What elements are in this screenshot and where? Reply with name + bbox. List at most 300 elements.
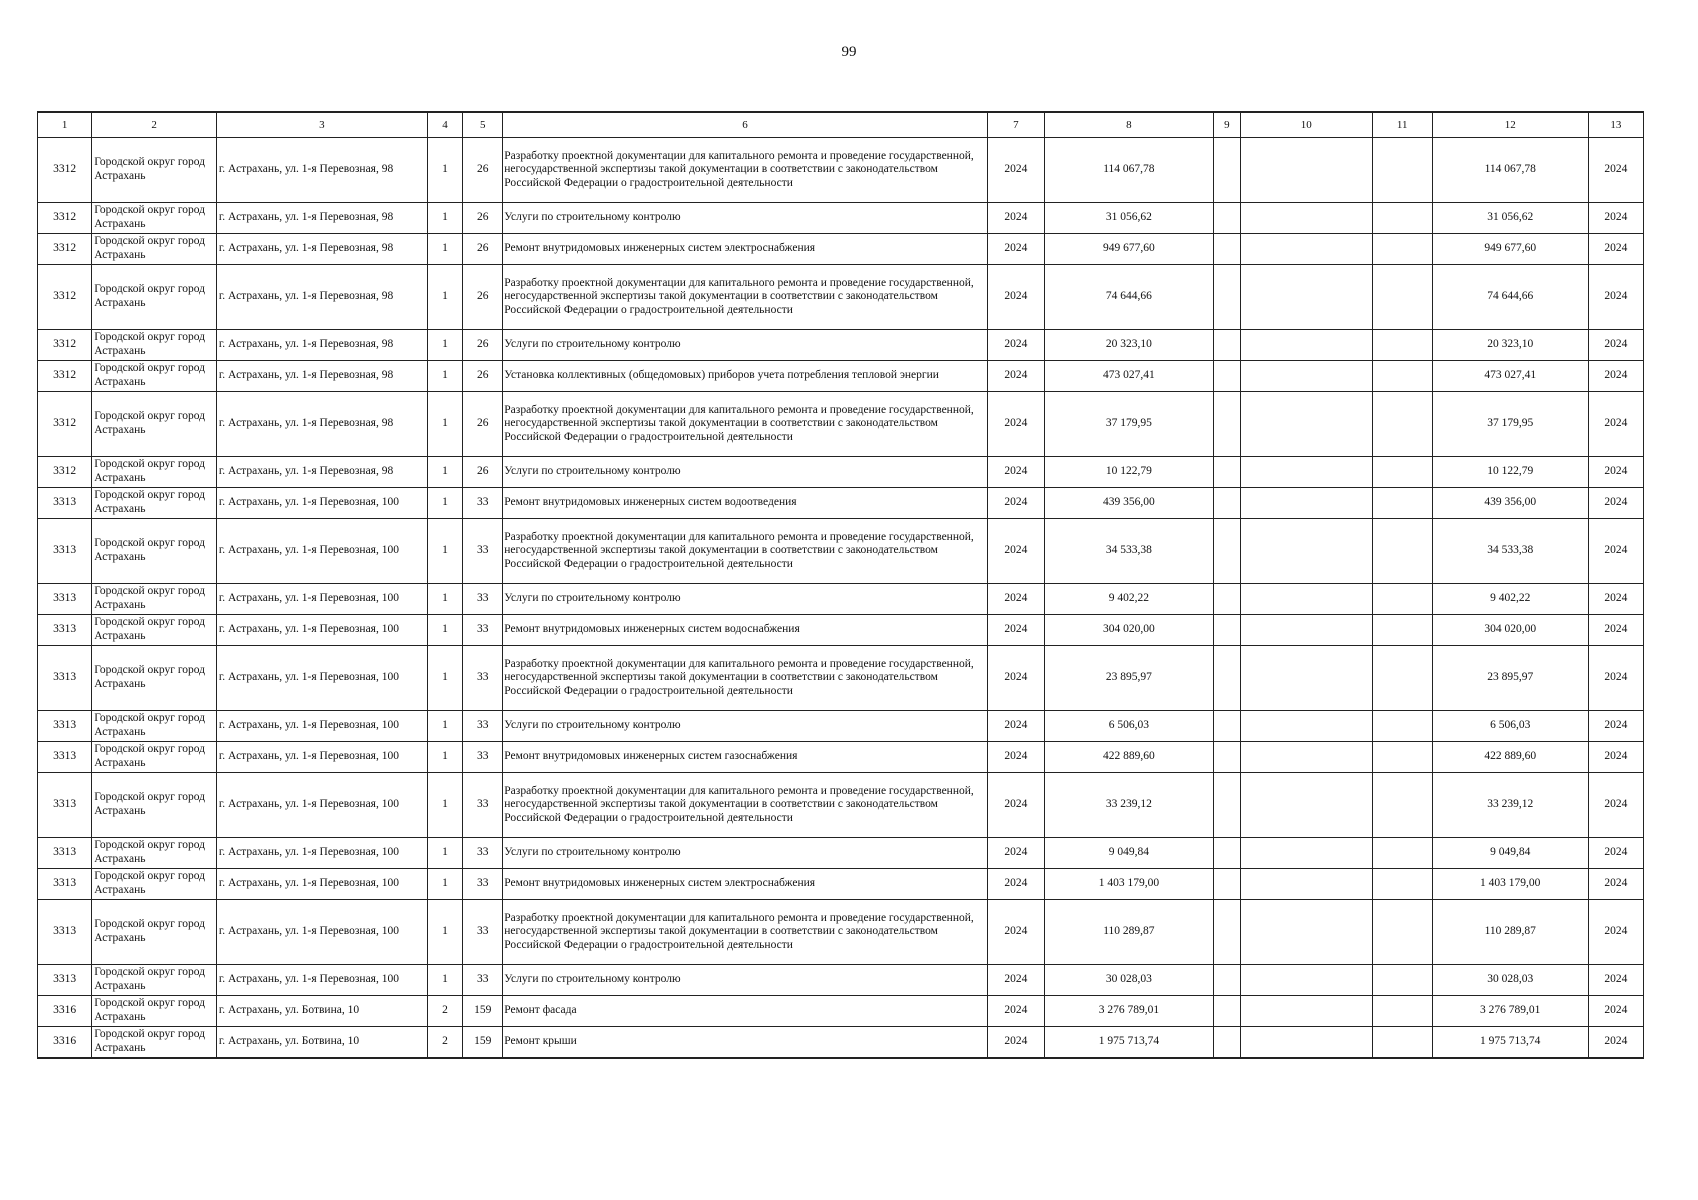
repair-register-table-wrap — [37, 111, 1644, 1059]
col12-cost-cell: 439 356,00 — [1432, 488, 1588, 519]
col5-cell: 33 — [463, 711, 503, 742]
col13-year-cell: 2024 — [1588, 203, 1643, 234]
col11-cell — [1372, 742, 1432, 773]
municipality-cell: Городской округ город Астрахань — [92, 361, 217, 392]
table-row — [38, 330, 1644, 361]
col13-year-cell: 2024 — [1588, 965, 1643, 996]
col9-cell — [1213, 965, 1240, 996]
col13-year-cell: 2024 — [1588, 711, 1643, 742]
year-cell: 2024 — [987, 773, 1044, 838]
col11-cell — [1372, 869, 1432, 900]
total-cost-cell: 439 356,00 — [1044, 488, 1213, 519]
col11-cell — [1372, 773, 1432, 838]
col4-cell: 1 — [427, 711, 462, 742]
row-number-cell: 3312 — [38, 265, 92, 330]
year-cell: 2024 — [987, 488, 1044, 519]
total-cost-cell: 1 975 713,74 — [1044, 1027, 1213, 1059]
total-cost-cell: 114 067,78 — [1044, 138, 1213, 203]
year-cell: 2024 — [987, 361, 1044, 392]
address-cell: г. Астрахань, ул. Ботвина, 10 — [216, 1027, 427, 1059]
col11-cell — [1372, 615, 1432, 646]
col13-year-cell: 2024 — [1588, 519, 1643, 584]
col11-cell — [1372, 838, 1432, 869]
table-row — [38, 519, 1644, 584]
municipality-cell: Городской округ город Астрахань — [92, 203, 217, 234]
row-number-cell: 3312 — [38, 203, 92, 234]
col5-cell: 33 — [463, 773, 503, 838]
col10-cell — [1240, 234, 1372, 265]
work-type-cell: Разработку проектной документации для капитального ремонта и проведение государственной, негосударственной экспертизы такой документации в соответствии с законодательством Российской Федерации о градостроительной деятельности — [503, 392, 987, 457]
municipality-cell: Городской округ город Астрахань — [92, 584, 217, 615]
col9-cell — [1213, 330, 1240, 361]
year-cell: 2024 — [987, 869, 1044, 900]
col11-cell — [1372, 457, 1432, 488]
address-cell: г. Астрахань, ул. Ботвина, 10 — [216, 996, 427, 1027]
row-number-cell: 3313 — [38, 584, 92, 615]
municipality-cell: Городской округ город Астрахань — [92, 711, 217, 742]
work-type-cell: Услуги по строительному контролю — [503, 838, 987, 869]
col5-cell: 26 — [463, 265, 503, 330]
col10-cell — [1240, 711, 1372, 742]
municipality-cell: Городской округ город Астрахань — [92, 234, 217, 265]
col13-year-cell: 2024 — [1588, 838, 1643, 869]
col4-cell: 1 — [427, 457, 462, 488]
total-cost-cell: 9 049,84 — [1044, 838, 1213, 869]
municipality-cell: Городской округ город Астрахань — [92, 392, 217, 457]
address-cell: г. Астрахань, ул. 1-я Перевозная, 100 — [216, 965, 427, 996]
work-type-cell: Разработку проектной документации для капитального ремонта и проведение государственной, негосударственной экспертизы такой документации в соответствии с законодательством Российской Федерации о градостроительной деятельности — [503, 900, 987, 965]
municipality-cell: Городской округ город Астрахань — [92, 965, 217, 996]
column-header: 11 — [1372, 112, 1432, 138]
col4-cell: 1 — [427, 773, 462, 838]
col4-cell: 1 — [427, 361, 462, 392]
row-number-cell: 3312 — [38, 330, 92, 361]
year-cell: 2024 — [987, 838, 1044, 869]
col5-cell: 26 — [463, 457, 503, 488]
table-row — [38, 584, 1644, 615]
col5-cell: 26 — [463, 234, 503, 265]
row-number-cell: 3313 — [38, 742, 92, 773]
work-type-cell: Ремонт внутридомовых инженерных систем водоснабжения — [503, 615, 987, 646]
col11-cell — [1372, 965, 1432, 996]
col10-cell — [1240, 203, 1372, 234]
row-number-cell: 3313 — [38, 838, 92, 869]
col10-cell — [1240, 965, 1372, 996]
address-cell: г. Астрахань, ул. 1-я Перевозная, 100 — [216, 711, 427, 742]
total-cost-cell: 37 179,95 — [1044, 392, 1213, 457]
col12-cost-cell: 30 028,03 — [1432, 965, 1588, 996]
table-row — [38, 203, 1644, 234]
col13-year-cell: 2024 — [1588, 615, 1643, 646]
col13-year-cell: 2024 — [1588, 234, 1643, 265]
col9-cell — [1213, 900, 1240, 965]
col12-cost-cell: 1 403 179,00 — [1432, 869, 1588, 900]
row-number-cell: 3313 — [38, 519, 92, 584]
col12-cost-cell: 6 506,03 — [1432, 711, 1588, 742]
municipality-cell: Городской округ город Астрахань — [92, 996, 217, 1027]
col11-cell — [1372, 900, 1432, 965]
col5-cell: 26 — [463, 392, 503, 457]
address-cell: г. Астрахань, ул. 1-я Перевозная, 98 — [216, 265, 427, 330]
col10-cell — [1240, 646, 1372, 711]
col9-cell — [1213, 742, 1240, 773]
col13-year-cell: 2024 — [1588, 488, 1643, 519]
col12-cost-cell: 33 239,12 — [1432, 773, 1588, 838]
column-header: 2 — [92, 112, 217, 138]
work-type-cell: Ремонт внутридомовых инженерных систем электроснабжения — [503, 234, 987, 265]
col12-cost-cell: 949 677,60 — [1432, 234, 1588, 265]
col10-cell — [1240, 996, 1372, 1027]
col12-cost-cell: 304 020,00 — [1432, 615, 1588, 646]
col4-cell: 1 — [427, 392, 462, 457]
address-cell: г. Астрахань, ул. 1-я Перевозная, 100 — [216, 646, 427, 711]
column-header: 1 — [38, 112, 92, 138]
row-number-cell: 3313 — [38, 965, 92, 996]
col13-year-cell: 2024 — [1588, 584, 1643, 615]
col9-cell — [1213, 1027, 1240, 1059]
col4-cell: 1 — [427, 742, 462, 773]
col4-cell: 1 — [427, 203, 462, 234]
work-type-cell: Услуги по строительному контролю — [503, 584, 987, 615]
col12-cost-cell: 9 049,84 — [1432, 838, 1588, 869]
col12-cost-cell: 31 056,62 — [1432, 203, 1588, 234]
col4-cell: 1 — [427, 234, 462, 265]
address-cell: г. Астрахань, ул. 1-я Перевозная, 100 — [216, 742, 427, 773]
address-cell: г. Астрахань, ул. 1-я Перевозная, 100 — [216, 488, 427, 519]
address-cell: г. Астрахань, ул. 1-я Перевозная, 98 — [216, 361, 427, 392]
column-header: 3 — [216, 112, 427, 138]
table-row — [38, 234, 1644, 265]
col10-cell — [1240, 519, 1372, 584]
col9-cell — [1213, 773, 1240, 838]
municipality-cell: Городской округ город Астрахань — [92, 138, 217, 203]
address-cell: г. Астрахань, ул. 1-я Перевозная, 98 — [216, 138, 427, 203]
row-number-cell: 3313 — [38, 869, 92, 900]
col4-cell: 1 — [427, 615, 462, 646]
col11-cell — [1372, 711, 1432, 742]
row-number-cell: 3312 — [38, 138, 92, 203]
col10-cell — [1240, 869, 1372, 900]
year-cell: 2024 — [987, 234, 1044, 265]
col12-cost-cell: 9 402,22 — [1432, 584, 1588, 615]
total-cost-cell: 304 020,00 — [1044, 615, 1213, 646]
municipality-cell: Городской округ город Астрахань — [92, 457, 217, 488]
col12-cost-cell: 74 644,66 — [1432, 265, 1588, 330]
col4-cell: 1 — [427, 584, 462, 615]
total-cost-cell: 1 403 179,00 — [1044, 869, 1213, 900]
municipality-cell: Городской округ город Астрахань — [92, 615, 217, 646]
col12-cost-cell: 1 975 713,74 — [1432, 1027, 1588, 1059]
column-header: 7 — [987, 112, 1044, 138]
col11-cell — [1372, 203, 1432, 234]
total-cost-cell: 422 889,60 — [1044, 742, 1213, 773]
col9-cell — [1213, 203, 1240, 234]
col9-cell — [1213, 838, 1240, 869]
work-type-cell: Разработку проектной документации для капитального ремонта и проведение государственной, негосударственной экспертизы такой документации в соответствии с законодательством Российской Федерации о градостроительной деятельности — [503, 265, 987, 330]
col4-cell: 1 — [427, 519, 462, 584]
year-cell: 2024 — [987, 965, 1044, 996]
table-row — [38, 1027, 1644, 1059]
municipality-cell: Городской округ город Астрахань — [92, 330, 217, 361]
col13-year-cell: 2024 — [1588, 361, 1643, 392]
work-type-cell: Установка коллективных (общедомовых) приборов учета потребления тепловой энергии — [503, 361, 987, 392]
col5-cell: 33 — [463, 900, 503, 965]
col5-cell: 33 — [463, 584, 503, 615]
col12-cost-cell: 10 122,79 — [1432, 457, 1588, 488]
col13-year-cell: 2024 — [1588, 869, 1643, 900]
work-type-cell: Ремонт внутридомовых инженерных систем водоотведения — [503, 488, 987, 519]
table-row — [38, 361, 1644, 392]
column-header: 9 — [1213, 112, 1240, 138]
col12-cost-cell: 114 067,78 — [1432, 138, 1588, 203]
total-cost-cell: 34 533,38 — [1044, 519, 1213, 584]
address-cell: г. Астрахань, ул. 1-я Перевозная, 100 — [216, 615, 427, 646]
col4-cell: 1 — [427, 330, 462, 361]
table-row — [38, 265, 1644, 330]
column-header: 5 — [463, 112, 503, 138]
work-type-cell: Разработку проектной документации для капитального ремонта и проведение государственной, негосударственной экспертизы такой документации в соответствии с законодательством Российской Федерации о градостроительной деятельности — [503, 646, 987, 711]
header-row — [38, 112, 1644, 138]
municipality-cell: Городской округ город Астрахань — [92, 488, 217, 519]
row-number-cell: 3316 — [38, 1027, 92, 1059]
year-cell: 2024 — [987, 457, 1044, 488]
municipality-cell: Городской округ город Астрахань — [92, 265, 217, 330]
col5-cell: 33 — [463, 519, 503, 584]
col12-cost-cell: 422 889,60 — [1432, 742, 1588, 773]
col12-cost-cell: 23 895,97 — [1432, 646, 1588, 711]
work-type-cell: Услуги по строительному контролю — [503, 457, 987, 488]
col5-cell: 159 — [463, 1027, 503, 1059]
page-number: 99 — [841, 44, 857, 60]
col13-year-cell: 2024 — [1588, 742, 1643, 773]
col4-cell: 1 — [427, 138, 462, 203]
total-cost-cell: 473 027,41 — [1044, 361, 1213, 392]
col11-cell — [1372, 646, 1432, 711]
work-type-cell: Ремонт внутридомовых инженерных систем газоснабжения — [503, 742, 987, 773]
work-type-cell: Услуги по строительному контролю — [503, 203, 987, 234]
municipality-cell: Городской округ город Астрахань — [92, 869, 217, 900]
address-cell: г. Астрахань, ул. 1-я Перевозная, 100 — [216, 584, 427, 615]
col5-cell: 33 — [463, 646, 503, 711]
table-row — [38, 615, 1644, 646]
column-header: 4 — [427, 112, 462, 138]
column-header: 8 — [1044, 112, 1213, 138]
col9-cell — [1213, 392, 1240, 457]
col13-year-cell: 2024 — [1588, 900, 1643, 965]
year-cell: 2024 — [987, 615, 1044, 646]
total-cost-cell: 10 122,79 — [1044, 457, 1213, 488]
row-number-cell: 3313 — [38, 900, 92, 965]
work-type-cell: Ремонт крыши — [503, 1027, 987, 1059]
year-cell: 2024 — [987, 138, 1044, 203]
col13-year-cell: 2024 — [1588, 773, 1643, 838]
table-row — [38, 646, 1644, 711]
total-cost-cell: 30 028,03 — [1044, 965, 1213, 996]
col4-cell: 1 — [427, 646, 462, 711]
col10-cell — [1240, 838, 1372, 869]
col5-cell: 26 — [463, 138, 503, 203]
work-type-cell: Разработку проектной документации для капитального ремонта и проведение государственной, негосударственной экспертизы такой документации в соответствии с законодательством Российской Федерации о градостроительной деятельности — [503, 138, 987, 203]
total-cost-cell: 949 677,60 — [1044, 234, 1213, 265]
col5-cell: 26 — [463, 203, 503, 234]
year-cell: 2024 — [987, 742, 1044, 773]
year-cell: 2024 — [987, 330, 1044, 361]
col4-cell: 1 — [427, 965, 462, 996]
col13-year-cell: 2024 — [1588, 138, 1643, 203]
col5-cell: 26 — [463, 330, 503, 361]
address-cell: г. Астрахань, ул. 1-я Перевозная, 98 — [216, 203, 427, 234]
table-row — [38, 138, 1644, 203]
col4-cell: 2 — [427, 996, 462, 1027]
column-header: 10 — [1240, 112, 1372, 138]
col5-cell: 33 — [463, 615, 503, 646]
col11-cell — [1372, 138, 1432, 203]
col4-cell: 1 — [427, 488, 462, 519]
row-number-cell: 3313 — [38, 646, 92, 711]
col10-cell — [1240, 900, 1372, 965]
col9-cell — [1213, 361, 1240, 392]
total-cost-cell: 3 276 789,01 — [1044, 996, 1213, 1027]
col9-cell — [1213, 265, 1240, 330]
col9-cell — [1213, 584, 1240, 615]
total-cost-cell: 110 289,87 — [1044, 900, 1213, 965]
work-type-cell: Ремонт фасада — [503, 996, 987, 1027]
col10-cell — [1240, 361, 1372, 392]
address-cell: г. Астрахань, ул. 1-я Перевозная, 98 — [216, 457, 427, 488]
col9-cell — [1213, 457, 1240, 488]
col4-cell: 1 — [427, 900, 462, 965]
col9-cell — [1213, 234, 1240, 265]
col10-cell — [1240, 265, 1372, 330]
col9-cell — [1213, 519, 1240, 584]
work-type-cell: Разработку проектной документации для капитального ремонта и проведение государственной, негосударственной экспертизы такой документации в соответствии с законодательством Российской Федерации о градостроительной деятельности — [503, 519, 987, 584]
row-number-cell: 3312 — [38, 392, 92, 457]
col5-cell: 33 — [463, 838, 503, 869]
work-type-cell: Разработку проектной документации для капитального ремонта и проведение государственной, негосударственной экспертизы такой документации в соответствии с законодательством Российской Федерации о градостроительной деятельности — [503, 773, 987, 838]
table-row — [38, 488, 1644, 519]
col11-cell — [1372, 265, 1432, 330]
col4-cell: 2 — [427, 1027, 462, 1059]
municipality-cell: Городской округ город Астрахань — [92, 742, 217, 773]
year-cell: 2024 — [987, 265, 1044, 330]
municipality-cell: Городской округ город Астрахань — [92, 646, 217, 711]
col13-year-cell: 2024 — [1588, 392, 1643, 457]
col10-cell — [1240, 742, 1372, 773]
col5-cell: 159 — [463, 996, 503, 1027]
table-row — [38, 900, 1644, 965]
row-number-cell: 3313 — [38, 488, 92, 519]
col4-cell: 1 — [427, 265, 462, 330]
row-number-cell: 3312 — [38, 361, 92, 392]
col11-cell — [1372, 584, 1432, 615]
total-cost-cell: 31 056,62 — [1044, 203, 1213, 234]
col10-cell — [1240, 773, 1372, 838]
col5-cell: 33 — [463, 869, 503, 900]
col10-cell — [1240, 138, 1372, 203]
address-cell: г. Астрахань, ул. 1-я Перевозная, 100 — [216, 773, 427, 838]
col4-cell: 1 — [427, 838, 462, 869]
row-number-cell: 3312 — [38, 457, 92, 488]
col13-year-cell: 2024 — [1588, 265, 1643, 330]
address-cell: г. Астрахань, ул. 1-я Перевозная, 98 — [216, 392, 427, 457]
year-cell: 2024 — [987, 996, 1044, 1027]
address-cell: г. Астрахань, ул. 1-я Перевозная, 100 — [216, 519, 427, 584]
address-cell: г. Астрахань, ул. 1-я Перевозная, 100 — [216, 869, 427, 900]
total-cost-cell: 33 239,12 — [1044, 773, 1213, 838]
municipality-cell: Городской округ город Астрахань — [92, 1027, 217, 1059]
table-row — [38, 838, 1644, 869]
col12-cost-cell: 110 289,87 — [1432, 900, 1588, 965]
col9-cell — [1213, 996, 1240, 1027]
col11-cell — [1372, 996, 1432, 1027]
col11-cell — [1372, 361, 1432, 392]
col10-cell — [1240, 615, 1372, 646]
col12-cost-cell: 473 027,41 — [1432, 361, 1588, 392]
work-type-cell: Услуги по строительному контролю — [503, 711, 987, 742]
row-number-cell: 3313 — [38, 773, 92, 838]
col12-cost-cell: 3 276 789,01 — [1432, 996, 1588, 1027]
year-cell: 2024 — [987, 900, 1044, 965]
col13-year-cell: 2024 — [1588, 330, 1643, 361]
col10-cell — [1240, 488, 1372, 519]
municipality-cell: Городской округ город Астрахань — [92, 900, 217, 965]
col9-cell — [1213, 138, 1240, 203]
year-cell: 2024 — [987, 203, 1044, 234]
table-row — [38, 773, 1644, 838]
col10-cell — [1240, 584, 1372, 615]
total-cost-cell: 23 895,97 — [1044, 646, 1213, 711]
table-row — [38, 996, 1644, 1027]
year-cell: 2024 — [987, 646, 1044, 711]
col11-cell — [1372, 392, 1432, 457]
col11-cell — [1372, 519, 1432, 584]
work-type-cell: Услуги по строительному контролю — [503, 330, 987, 361]
col5-cell: 33 — [463, 742, 503, 773]
table-row — [38, 742, 1644, 773]
col9-cell — [1213, 711, 1240, 742]
year-cell: 2024 — [987, 711, 1044, 742]
table-body — [38, 138, 1644, 1059]
address-cell: г. Астрахань, ул. 1-я Перевозная, 100 — [216, 838, 427, 869]
column-header: 12 — [1432, 112, 1588, 138]
row-number-cell: 3313 — [38, 615, 92, 646]
col11-cell — [1372, 488, 1432, 519]
table-row — [38, 965, 1644, 996]
repair-register-table — [37, 111, 1644, 1059]
col13-year-cell: 2024 — [1588, 996, 1643, 1027]
col11-cell — [1372, 1027, 1432, 1059]
year-cell: 2024 — [987, 519, 1044, 584]
col12-cost-cell: 20 323,10 — [1432, 330, 1588, 361]
address-cell: г. Астрахань, ул. 1-я Перевозная, 100 — [216, 900, 427, 965]
municipality-cell: Городской округ город Астрахань — [92, 519, 217, 584]
col9-cell — [1213, 646, 1240, 711]
col10-cell — [1240, 457, 1372, 488]
column-header: 13 — [1588, 112, 1643, 138]
address-cell: г. Астрахань, ул. 1-я Перевозная, 98 — [216, 330, 427, 361]
col9-cell — [1213, 869, 1240, 900]
col10-cell — [1240, 1027, 1372, 1059]
col11-cell — [1372, 234, 1432, 265]
col9-cell — [1213, 488, 1240, 519]
municipality-cell: Городской округ город Астрахань — [92, 838, 217, 869]
col13-year-cell: 2024 — [1588, 457, 1643, 488]
col12-cost-cell: 37 179,95 — [1432, 392, 1588, 457]
row-number-cell: 3312 — [38, 234, 92, 265]
col4-cell: 1 — [427, 869, 462, 900]
municipality-cell: Городской округ город Астрахань — [92, 773, 217, 838]
total-cost-cell: 74 644,66 — [1044, 265, 1213, 330]
